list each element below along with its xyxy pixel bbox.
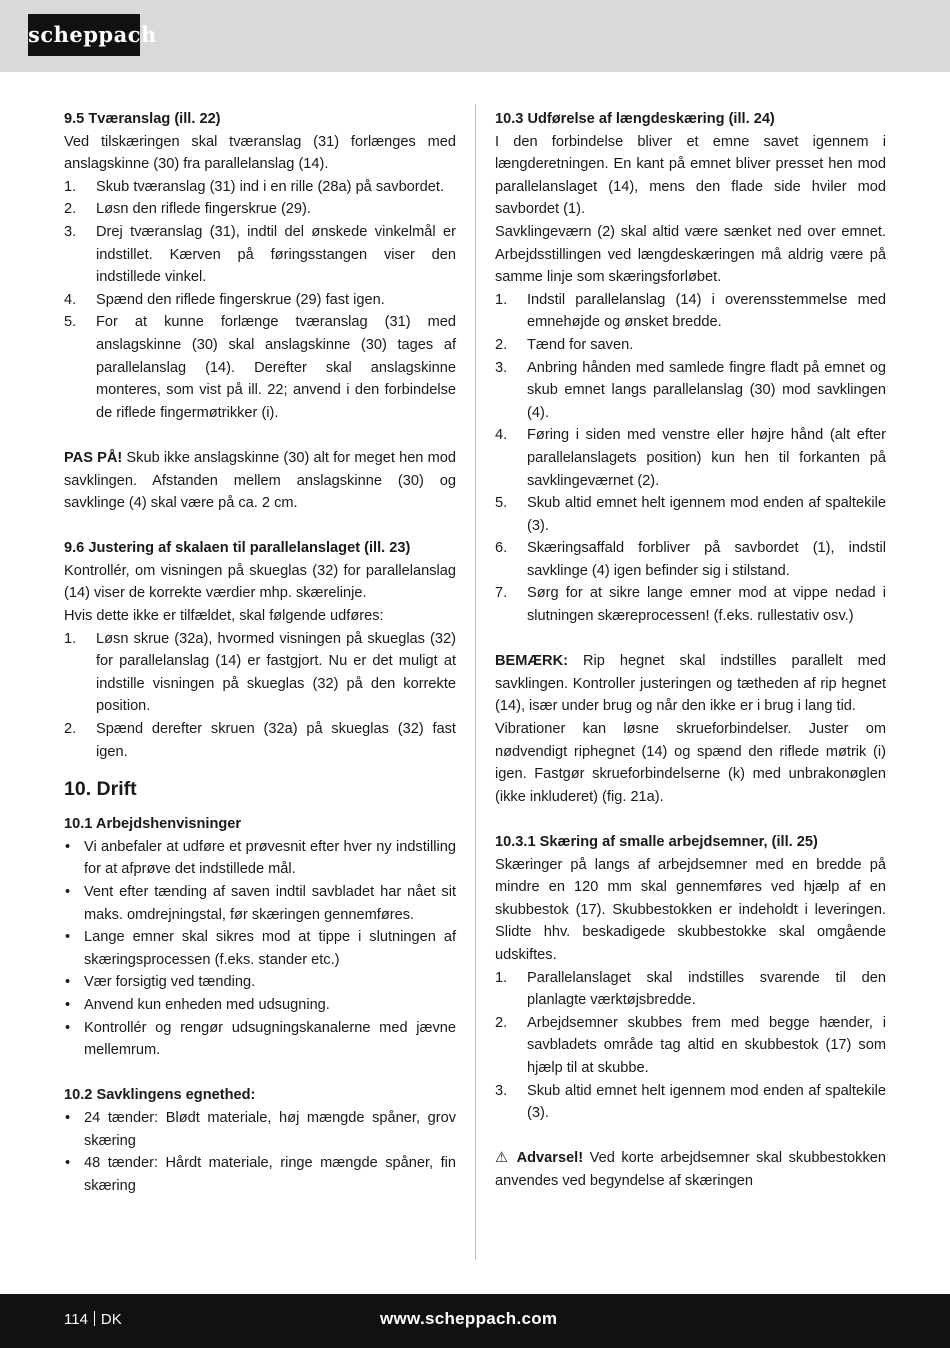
section-heading-10-3-1: 10.3.1 Skæring af smalle arbejdsemner, (ill. 25) [495,834,818,850]
section-heading-10-2: 10.2 Savklingens egnethed: [64,1087,256,1104]
left-column [64,108,456,1197]
section-10-3-p2: Savklingeværn (2) skal altid være sænket ned over emnet. Arbejdsstillingen ved længdeskæringen må aldrig være på samme linje som skæringsforløbet. [495,223,886,286]
section-10-3-1-steps [495,967,886,1125]
list-item: 3. Skub altid emnet helt igennem mod enden af spaltekile (3). [495,1082,886,1122]
scheppach-logo: scheppach [28,14,140,56]
section-heading-9-5: 9.5 Tværanslag (ill. 22) [64,111,221,127]
list-item: 1. Parallelanslaget skal indstilles svarende til den planlagte værktøjsbredde. [495,969,886,1009]
footer-separator [94,1311,95,1326]
list-item: • Lange emner skal sikres mod at tippe i slutningen af skæringsprocessen (f.eks. stander etc.) [65,929,456,968]
section-9-5-steps [64,176,456,425]
section-heading-10-3: 10.3 Udførelse af længdeskæring (ill. 24) [495,111,775,127]
section-10-1-bullets [64,836,456,1062]
column-divider [475,104,476,1260]
right-column [495,108,886,1193]
page-footer [0,1294,950,1348]
section-heading-9-6: 9.6 Justering af skalaen til parallelanslaget (ill. 23) [64,540,411,557]
list-item: 7. Sørg for at sikre lange emner mod at vippe nedad i slutningen skæreprocessen! (f.eks. rullestativ osv.) [495,585,886,625]
website-url: www.scheppach.com [380,1309,558,1328]
list-item: 2. Løsn den riflede fingerskrue (29). [64,201,311,218]
list-item: 2. Arbejdsemner skubbes frem med begge hænder, i savbladets område tag altid en skubbestok (17) som hjælp til at skubbe. [495,1014,886,1076]
section-10-3-p1: I den forbindelse bliver et emne savet igennem i længderetningen. En kant på emnet bliver presset hen mod parallelanslaget (14), mens den flade side hviler mod savbordet (1). [495,133,886,218]
page-header [0,0,950,72]
list-item: • Anvend kun enheden med udsugning. [65,996,330,1013]
list-item: 4. Føring i siden med venstre eller højre hånd (alt efter parallelanslagets position) kun hen til forkanten på savklingeværnet (2). [495,427,886,489]
list-item: 1. Løsn skrue (32a), hvormed visningen på skueglas (32) for parallelanslag (14) er fastgjort. Nu er det muligt at indstille visningen på skueglas (32) på den korrekte position. [64,630,456,715]
note-paragraph-2: Vibrationer kan løsne skrueforbindelser. Juster om nødvendigt riphegnet (14) og spænd den riflede møtrik (i) igen. Fastgør skrueforbindelserne (k) med unbrakonøglen (ikke inkluderet) (fig. 21a). [495,721,886,805]
list-item: 1. Indstil parallelanslag (14) i overensstemmelse med emnehøjde og ønsket bredde. [495,291,886,331]
section-9-6-intro: Kontrollér, om visningen på skueglas (32) for parallelanslag (14) viser de korrekte værdier mhp. skærelinje. [64,562,456,602]
section-10-3-1-p1: Skæringer på langs af arbejdsemner med en bredde på mindre en 120 mm skal gennemføres ved hjælp af en skubbestok (17). Skubbestokken er indeholdt i leveringen. Slidte hhv. beskadigede skubbestokke skal omgående udskiftes. [495,856,886,963]
note-label: BEMÆRK: [495,653,568,670]
caution-label: PAS PÅ! [64,449,123,466]
list-item: • 48 tænder: Hårdt materiale, ringe mængde spåner, fin skæring [65,1155,456,1194]
list-item: 2. Tænd for saven. [495,336,634,353]
page-number: 114 [64,1311,88,1328]
list-item: • Vi anbefaler at udføre et prøvesnit efter hver ny indstilling for at afprøve det indstillede mål. [65,838,456,878]
list-item: 5. For at kunne forlænge tværanslag (31) med anslagskinne (30) skal anslagskinne (30) tages af parallelanslag (14). Derefter skal anslagskinne monteres, som vist på ill. 22; anvend i den forbindelse de riflede fingermøtrikker (i). [64,314,456,421]
section-10-2-bullets [64,1107,456,1197]
list-item: 5. Skub altid emnet helt igennem mod enden af spaltekile (3). [495,495,886,534]
list-item: 3. Drej tværanslag (31), indtil del ønskede vinkelmål er indstillet. Kærven på føringsstangen viser den indstillede vinkel. [64,223,456,286]
list-item: 2. Spænd derefter skruen (32a) på skueglas (32) fast igen. [64,721,456,760]
warning-label: Advarsel! [510,1150,584,1167]
warning-paragraph: ⚠ Advarsel! Ved korte arbejdsemner skal skubbestokken anvendes ved begyndelse af skæringen [495,1150,886,1189]
warning-triangle-icon: ⚠ [495,1150,511,1167]
page-number-block [64,1310,122,1330]
language-code: DK [100,1311,122,1328]
list-item: 1. Skub tværanslag (31) ind i en rille (28a) på savbordet. [64,178,444,195]
section-9-5-intro: Ved tilskæringen skal tværanslag (31) forlænges med anslagskinne (30) fra parallelanslag (14). [64,133,456,173]
section-heading-10-1: 10.1 Arbejdshenvisninger [64,816,242,833]
section-10-3-steps [495,289,886,628]
note-paragraph: BEMÆRK: Rip hegnet skal indstilles parallelt med savklingen. Kontroller justeringen og tætheden af rip hegnet (14), især under brug og når den ikke er i brug i lang tid. [495,653,886,715]
list-item: • 24 tænder: Blødt materiale, høj mængde spåner, grov skæring [65,1109,456,1149]
list-item: 4. Spænd den riflede fingerskrue (29) fast igen. [64,291,385,308]
section-9-6-steps [64,628,456,764]
caution-note: PAS PÅ! Skub ikke anslagskinne (30) alt for meget hen mod savklingen. Afstanden mellem anslagskinne (30) og savklinge (4) skal være på ca. 2 cm. [64,449,456,512]
list-item: • Kontrollér og rengør udsugningskanalerne med jævne mellemrum. [65,1019,456,1059]
list-item: 3. Anbring hånden med samlede fingre fladt på emnet og skub emnet langs parallelanslag (30) mod savklingen (4). [495,359,886,421]
list-item: • Vent efter tænding af saven indtil savbladet har nået sit maks. omdrejningstal, før skæringen gennemføres. [65,884,456,923]
chapter-heading-10: 10. Drift [64,778,137,801]
list-item: • Vær forsigtig ved tænding. [65,974,256,991]
section-9-6-intro2: Hvis dette ikke er tilfældet, skal følgende udføres: [64,608,384,625]
list-item: 6. Skæringsaffald forbliver på savbordet (1), indstil savklinge (4) igen befinder sig i stilstand. [495,540,886,579]
